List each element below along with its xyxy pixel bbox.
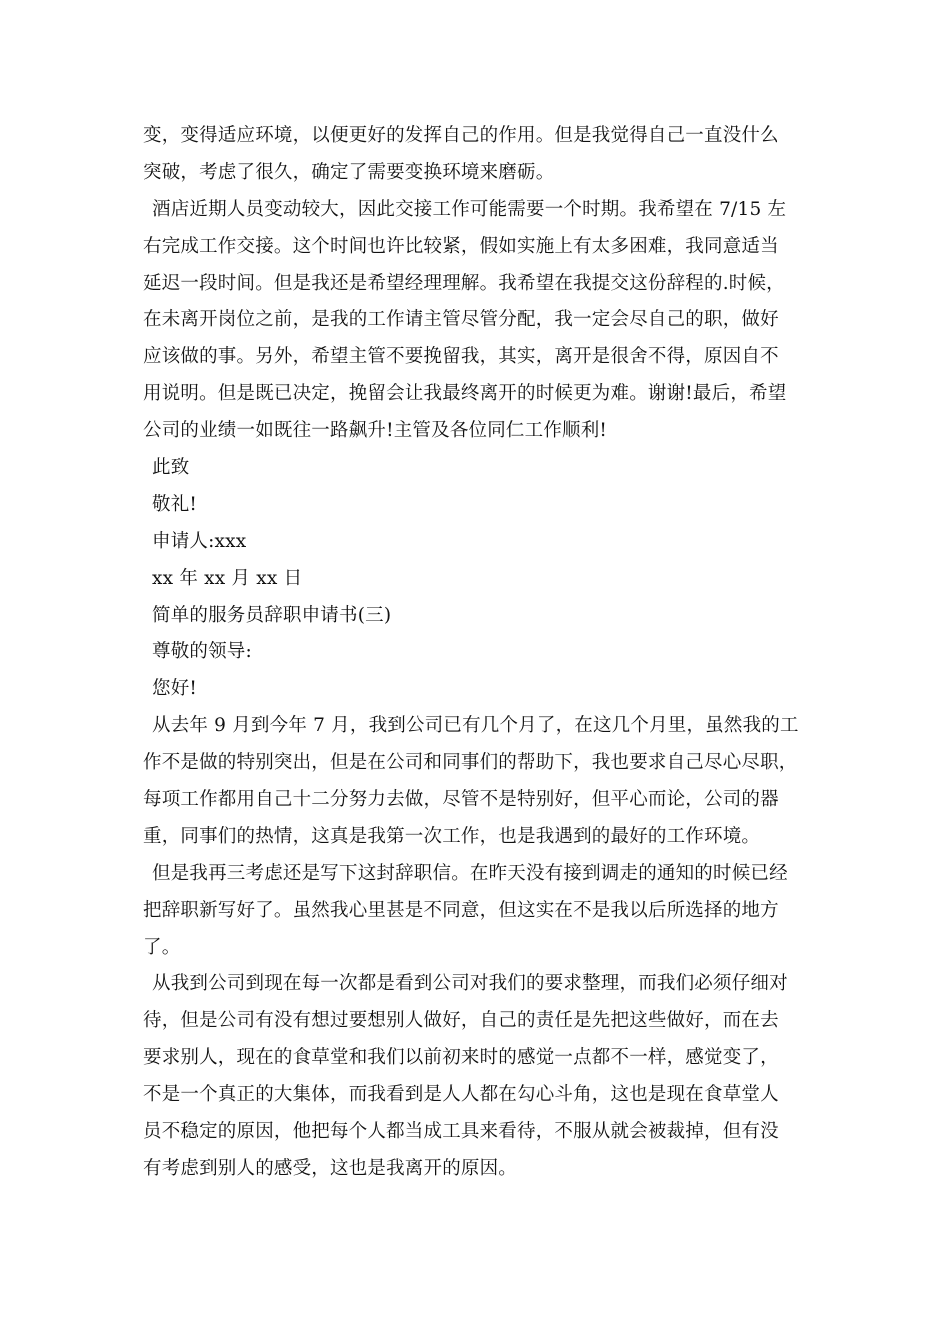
text-line: 突破，考虑了很久，确定了需要变换环境来磨砺。	[143, 161, 555, 183]
paragraph-start-line: 从去年 9 月到今年 7 月，我到公司已有几个月了，在这几个月里，虽然我的工	[152, 715, 799, 737]
text-line: 右完成工作交接。这个时间也许比较紧，假如实施上有太多困难，我同意适当	[143, 235, 779, 257]
text-line: 待，但是公司有没有想过要想别人做好，自己的责任是先把这些做好，而在去	[143, 1010, 779, 1032]
salutation-line: 敬礼!	[152, 493, 198, 515]
text-line: 员不稳定的原因，他把每个人都当成工具来看待，不服从就会被裁掉，但有没	[143, 1121, 779, 1143]
section-title: 简单的服务员辞职申请书(三)	[152, 604, 392, 626]
text-line: 了。	[143, 936, 181, 958]
closing-line: 此致	[152, 457, 190, 479]
applicant-line: 申请人:xxx	[152, 530, 247, 552]
greeting-line: 尊敬的领导:	[152, 641, 252, 663]
text-line: 延迟一段时间。但是我还是希望经理理解。我希望在我提交这份辞程的.时候，	[143, 272, 785, 294]
paragraph-start-line: 酒店近期人员变动较大，因此交接工作可能需要一个时期。我希望在 7/15 左	[152, 198, 787, 220]
text-line: 要求别人，现在的食草堂和我们以前初来时的感觉一点都不一样，感觉变了，	[143, 1047, 779, 1069]
text-line: 在未离开岗位之前，是我的工作请主管尽管分配，我一定会尽自己的职，做好	[143, 309, 779, 331]
text-line: 把辞职新写好了。虽然我心里甚是不同意，但这实在不是我以后所选择的地方	[143, 899, 779, 921]
paragraph-start-line: 从我到公司到现在每一次都是看到公司对我们的要求整理，而我们必须仔细对	[152, 973, 788, 995]
document-body	[143, 118, 813, 1188]
text-line: 用说明。但是既已决定，挽留会让我最终离开的时候更为难。谢谢!最后，希望	[143, 383, 787, 405]
text-line: 每项工作都用自己十二分努力去做，尽管不是特别好，但平心而论，公司的器	[143, 789, 779, 811]
text-line: 不是一个真正的大集体，而我看到是人人都在勾心斗角，这也是现在食草堂人	[143, 1084, 779, 1106]
text-line: 变，变得适应环境，以便更好的发挥自己的作用。但是我觉得自己一直没什么	[143, 125, 779, 146]
text-line: 作不是做的特别突出，但是在公司和同事们的帮助下，我也要求自己尽心尽职，	[143, 752, 798, 774]
text-line: 公司的业绩一如既往一路飙升!主管及各位同仁工作顺利!	[143, 420, 608, 442]
text-line: 有考虑到别人的感受，这也是我离开的原因。	[143, 1157, 518, 1179]
greeting-line: 您好!	[152, 678, 198, 700]
text-line: 应该做的事。另外，希望主管不要挽留我，其实，离开是很舍不得，原因自不	[143, 346, 779, 368]
paragraph-start-line: 但是我再三考虑还是写下这封辞职信。在昨天没有接到调走的通知的时候已经	[152, 862, 788, 884]
text-line: 重，同事们的热情，这真是我第一次工作，也是我遇到的最好的工作环境。	[143, 825, 761, 847]
date-line: xx 年 xx 月 xx 日	[152, 567, 303, 589]
